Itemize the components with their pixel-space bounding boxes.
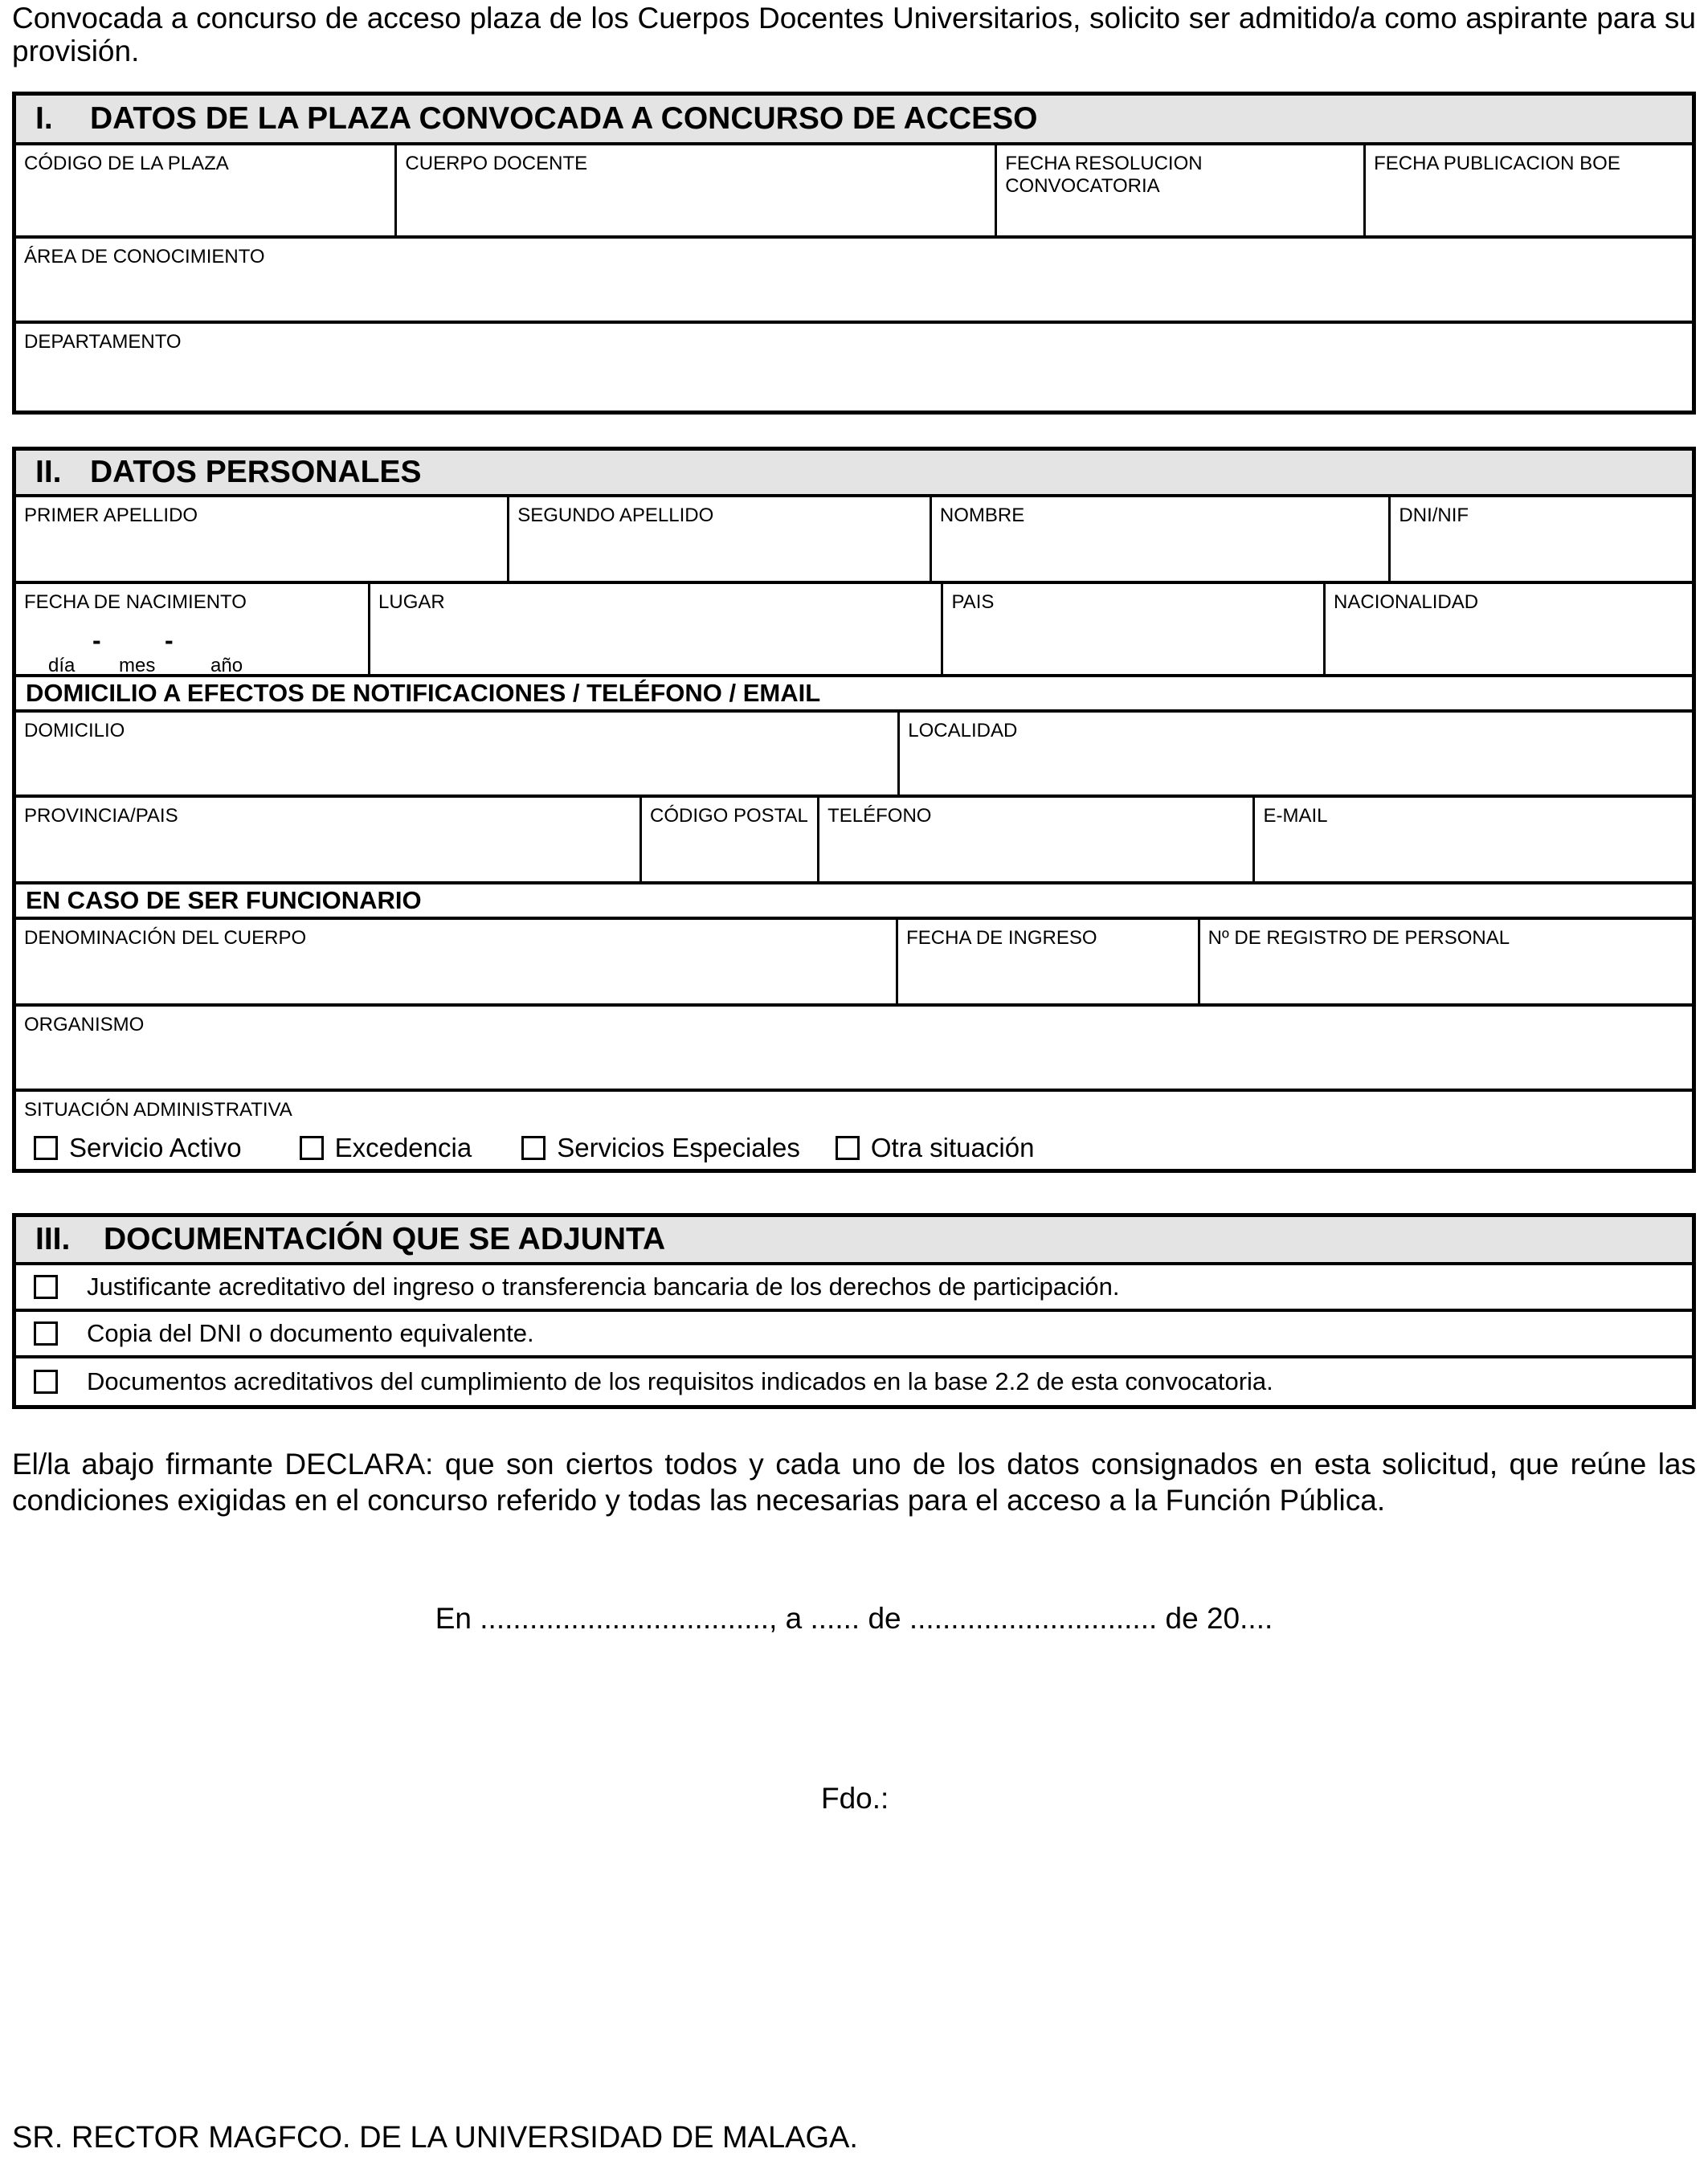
primer-apellido-label: PRIMER APELLIDO (24, 504, 198, 526)
declaration-paragraph: El/la abajo firmante DECLARA: que son ciertos todos y cada uno de los datos consignados en esta solicitud, que reúne las condiciones exigidas en el concurso referido y todas las necesarias para el acceso a la Función Pública. (12, 1448, 1696, 1517)
requisitos-checkbox[interactable] (34, 1370, 58, 1394)
section-3-table (12, 1213, 1696, 1409)
servicio-activo-checkbox[interactable] (34, 1136, 58, 1160)
fecha-resolucion-field[interactable] (995, 145, 1363, 235)
servicios-especiales-checkbox[interactable] (521, 1136, 545, 1160)
denominacion-cuerpo-field[interactable] (16, 920, 896, 1003)
option-servicio-activo (34, 1133, 242, 1163)
provincia-pais-field[interactable] (16, 798, 639, 881)
servicio-activo-label: Servicio Activo (69, 1133, 242, 1162)
birth-dash-1: - (92, 626, 101, 655)
doc-item-requisitos (16, 1358, 1692, 1405)
fecha-ingreso-label: FECHA DE INGRESO (906, 927, 1097, 949)
segundo-apellido-field[interactable] (507, 497, 930, 581)
section-1-number: I. (35, 101, 53, 136)
email-field[interactable] (1252, 798, 1692, 881)
lugar-label: LUGAR (378, 591, 445, 613)
fecha-publicacion-boe-field[interactable] (1363, 145, 1692, 235)
date-line: En ..................................., a ...... de .............................. de 20.... (435, 1602, 1273, 1635)
situacion-administrativa-group (16, 1092, 1692, 1169)
lugar-field[interactable] (368, 584, 941, 674)
email-label: E-MAIL (1263, 805, 1328, 827)
departamento-field[interactable] (16, 324, 1692, 411)
birth-month-label: mes (119, 655, 156, 676)
codigo-plaza-label: CÓDIGO DE LA PLAZA (24, 153, 229, 174)
requisitos-label: Documentos acreditativos del cumplimiento de los requisitos indicados en la base 2.2 de esta convocatoria. (87, 1367, 1273, 1395)
section-2-row-domicilio (16, 713, 1692, 798)
section-2-header (16, 451, 1692, 497)
fecha-resolucion-label: FECHA RESOLUCION CONVOCATORIA (1005, 153, 1203, 197)
section-1-table (12, 92, 1696, 415)
option-otra-situacion (836, 1133, 1035, 1163)
codigo-postal-field[interactable] (639, 798, 817, 881)
fecha-nacimiento-label: FECHA DE NACIMIENTO (24, 591, 247, 613)
copia-dni-checkbox[interactable] (34, 1321, 58, 1346)
excedencia-label: Excedencia (334, 1133, 472, 1162)
codigo-postal-label: CÓDIGO POSTAL (649, 805, 808, 827)
section-2-table (12, 447, 1696, 1173)
nacionalidad-label: NACIONALIDAD (1334, 591, 1479, 613)
signature-label: Fdo.: (821, 1782, 889, 1815)
doc-item-copia-dni (16, 1312, 1692, 1358)
section-2-title: DATOS PERSONALES (90, 455, 422, 489)
section-2-row-organismo (16, 1007, 1692, 1092)
area-conocimiento-field[interactable] (16, 239, 1692, 321)
organismo-field[interactable] (16, 1007, 1692, 1089)
nombre-field[interactable] (930, 497, 1389, 581)
fecha-ingreso-field[interactable] (896, 920, 1197, 1003)
excedencia-checkbox[interactable] (300, 1136, 324, 1160)
area-conocimiento-label: ÁREA DE CONOCIMIENTO (24, 246, 265, 268)
section-3-number: III. (35, 1222, 71, 1256)
birth-day-label: día (48, 655, 76, 676)
dni-nif-label: DNI/NIF (1399, 504, 1469, 526)
departamento-label: DEPARTAMENTO (24, 331, 182, 353)
dni-nif-field[interactable] (1388, 497, 1692, 581)
section-2-row-cuerpo (16, 920, 1692, 1007)
addressee-line: SR. RECTOR MAGFCO. DE LA UNIVERSIDAD DE MALAGA. (12, 2121, 858, 2155)
section-2-number: II. (35, 455, 62, 489)
otra-situacion-label: Otra situación (870, 1133, 1035, 1162)
organismo-label: ORGANISMO (24, 1014, 145, 1036)
section-1-row-3 (16, 324, 1692, 411)
section-3-header (16, 1217, 1692, 1265)
section-2-row-situacion (16, 1092, 1692, 1169)
birth-dash-2: - (165, 626, 174, 655)
domicilio-subheader: DOMICILIO A EFECTOS DE NOTIFICACIONES / TELÉFONO / EMAIL (16, 677, 1692, 713)
localidad-field[interactable] (897, 713, 1692, 795)
section-2-row-names (16, 497, 1692, 584)
codigo-plaza-field[interactable] (16, 145, 394, 235)
section-1-row-2 (16, 239, 1692, 324)
birth-year-label: año (210, 655, 243, 676)
cuerpo-docente-label: CUERPO DOCENTE (405, 153, 588, 174)
pais-field[interactable] (941, 584, 1323, 674)
nombre-label: NOMBRE (939, 504, 1025, 526)
section-2-row-provincia (16, 798, 1692, 884)
justificante-checkbox[interactable] (34, 1275, 58, 1299)
section-2-row-birth (16, 584, 1692, 677)
fecha-publicacion-boe-label: FECHA PUBLICACION BOE (1374, 153, 1620, 174)
intro-paragraph: Convocada a concurso de acceso plaza de los Cuerpos Docentes Universitarios, solicito ser admitido/a como aspirante para su provisión. (12, 2, 1696, 67)
nacionalidad-field[interactable] (1323, 584, 1692, 674)
num-registro-personal-field[interactable] (1198, 920, 1692, 1003)
funcionario-subheader: EN CASO DE SER FUNCIONARIO (16, 884, 1692, 920)
domicilio-field[interactable] (16, 713, 897, 795)
num-registro-personal-label: Nº DE REGISTRO DE PERSONAL (1207, 927, 1510, 949)
otra-situacion-checkbox[interactable] (836, 1136, 860, 1160)
segundo-apellido-label: SEGUNDO APELLIDO (517, 504, 714, 526)
doc-item-justificante (16, 1265, 1692, 1312)
section-1-title: DATOS DE LA PLAZA CONVOCADA A CONCURSO DE ACCESO (90, 101, 1038, 136)
pais-label: PAIS (951, 591, 995, 613)
denominacion-cuerpo-label: DENOMINACIÓN DEL CUERPO (24, 927, 307, 949)
situacion-administrativa-label: SITUACIÓN ADMINISTRATIVA (24, 1099, 292, 1121)
justificante-label: Justificante acreditativo del ingreso o transferencia bancaria de los derechos de participación. (87, 1272, 1120, 1301)
section-3-title: DOCUMENTACIÓN QUE SE ADJUNTA (104, 1222, 666, 1256)
provincia-pais-label: PROVINCIA/PAIS (24, 805, 178, 827)
domicilio-label: DOMICILIO (24, 720, 125, 741)
section-1-row-1 (16, 145, 1692, 239)
primer-apellido-field[interactable] (16, 497, 507, 581)
servicios-especiales-label: Servicios Especiales (557, 1133, 800, 1162)
option-servicios-especiales (521, 1133, 800, 1163)
cuerpo-docente-field[interactable] (394, 145, 995, 235)
option-excedencia (300, 1133, 472, 1163)
section-1-header (16, 96, 1692, 145)
telefono-label: TELÉFONO (827, 805, 932, 827)
localidad-label: LOCALIDAD (908, 720, 1018, 741)
copia-dni-label: Copia del DNI o documento equivalente. (87, 1319, 534, 1347)
telefono-field[interactable] (817, 798, 1252, 881)
fecha-nacimiento-field[interactable] (16, 584, 368, 674)
